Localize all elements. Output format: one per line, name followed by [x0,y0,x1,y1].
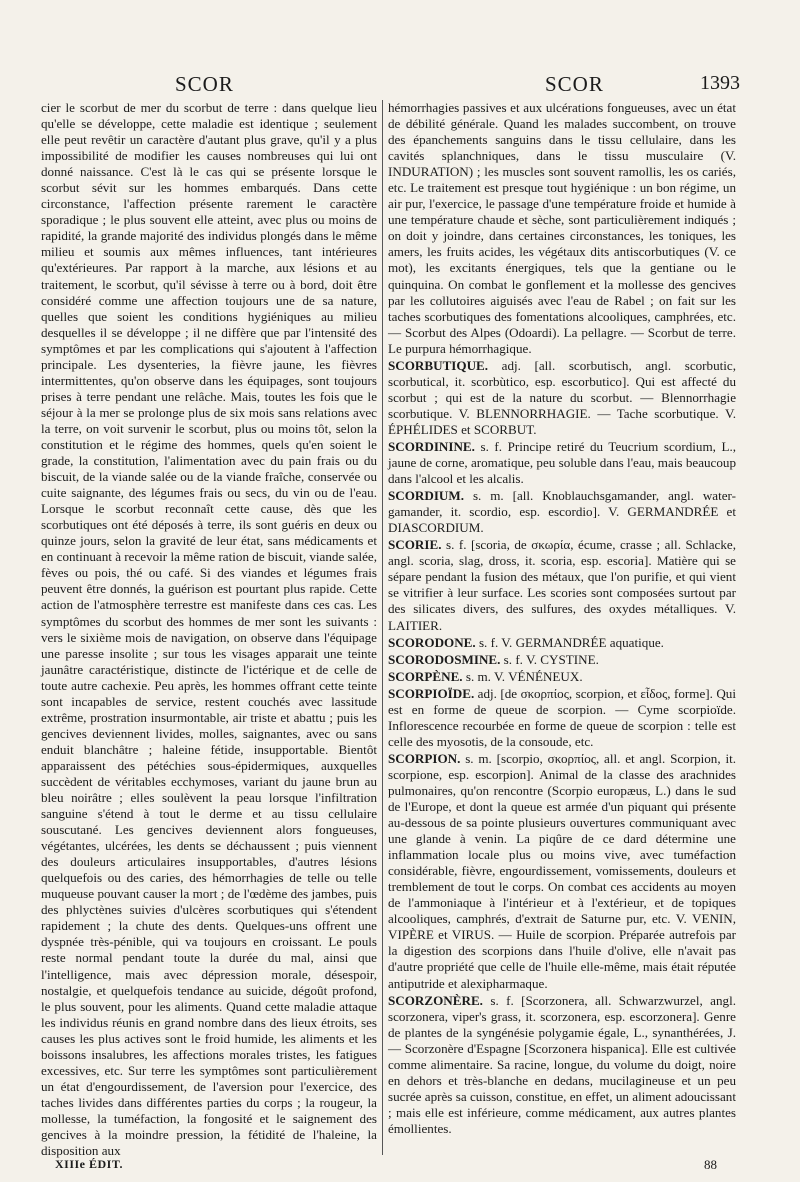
entry-scorie: SCORIE. s. f. [scoria, de σκωρία, écume, crasse ; all. Schlacke, angl. scoria, slag, dross, it. scoria, esp. escoria]. Matière qui se sépare pendant la fusion des métaux, que l'on purifie, et qui vient se vitrifier à leur surface. Les scories sont composées surtout par des silicates divers, des sulfures, des oxydes métalliques. V. LAITIER. [388,537,736,633]
entry-scorbutique: SCORBUTIQUE. adj. [all. scorbutisch, angl. scorbutic, scorbutical, it. scorbùtico, esp. escorbutico]. Qui est affecté du scorbut ; qui est de la nature du scorbut. — Blennorrhagie scorbutique. V. BLENNORRHAGIE. — Tache scorbutique. V. ÉPHÉLIDES et SCORBUT. [388,357,736,437]
page-number: 1393 [700,72,740,94]
page-header [0,72,800,98]
paragraph: hémorrhagies passives et aux ulcérations fongueuses, avec un état de débilité générale. Quand les malades succombent, on trouve des épanchements sanguins dans le tissu cellulaire, dans les cavités splanchniques, dans le tissu musculaire (V. INDURATION) ; les muscles sont souvent ramollis, les os cariés, etc. Le traitement est presque tout hygiénique : un bon régime, un air pur, l'exercice, le passage d'une température froide et humide à une température chaude et sèche, sont particulièrement indiqués ; on doit y joindre, dans certaines circonstances, les toniques, les amers, les fruits acides, les végétaux dits antiscorbutiques (V. ce mot), les excitants énergiques, tels que la gentiane ou le quinquina. On combat le gonflement et la mollesse des gencives par les collutoires aiguisés avec l'eau de Rabel ; on fait sur les taches scorbutiques des fomentations alcooliques, camphrées, etc. — Scorbut des Alpes (Odoardi). La pellagre. — Scorbut de terre. Le purpura hémorrhagique. [388,100,736,356]
entry-scorzonere: SCORZONÈRE. s. f. [Scorzonera, all. Schwarzwurzel, angl. scorzonera, viper's grass, it. scorzonera, esp. escorzonera]. Genre de plantes de la syngénésie polygamie égale, L., synanthérées, J. — Scorzonère d'Espagne [Scorzonera hispanica]. Elle est cultivée comme alimentaire. Sa racine, longue, du volume du doigt, noire en dehors et très-blanche en dedans, mucilagineuse et un peu sucrée après sa cuisson, constitue, en effet, un aliment adoucissant ; mais elle est inférieure, comme médicament, aux autres plantes émollientes. [388,992,736,1136]
entry-scordinine: SCORDININE. s. f. Principe retiré du Teucrium scordium, L., jaune de corne, aromatique, peu soluble dans l'eau, mais beaucoup dans l'alcool et les alcalis. [388,438,736,487]
entry-scorpioide: SCORPIOÏDE. adj. [de σκορπίος, scorpion, et εἶδος, forme]. Qui est en forme de queue de scorpion. — Cyme scorpioïde. Inflorescence recourbée en forme de queue de scorpion : telle est celle des myosotis, de la consoude, etc. [388,685,736,749]
column-divider [382,100,383,1155]
paragraph: cier le scorbut de mer du scorbut de terre : dans quelque lieu qu'elle se développe, cette maladie est identique ; seulement elle peut revêtir un caractère d'autant plus grave, qu'il y a plus impossibilité de modifier les causes nombreuses qui lui ont donné naissance. C'est là le cas qui se présente lorsque le scorbut sévit sur les hommes embarqués. Dans cette circonstance, l'affection présente rarement le caractère sporadique ; le plus souvent elle atteint, avec plus ou moins de rapidité, la grande majorité des individus plongés dans le même milieu et soumis aux mêmes influences, tant intérieures qu'extérieures. Par rapport à la marche, aux lésions et au traitement, le scorbut, qu'il sévisse à terre ou à bord, doit être considéré comme une affection toujours une de sa nature, quelles que soient les conditions hygiéniques au milieu desquelles il se développe ; il ne diffère que par l'intensité des symptômes et par les complications qui s'ajoutent à l'affection principale. Les dysenteries, la fièvre jaune, les fièvres intermittentes, qu'on observe dans les équipages, sont toujours prises à terre pendant une relâche. Mais, toutes les fois que le séjour à la mer se prolonge plus de six mois sans relations avec la terre, on voit survenir le scorbut, plus ou moins tôt, selon la constitution et le régime des hommes, quels qu'en soient le grade, la constitution, l'alimentation avec du pain frais ou du biscuit, de la viande salée ou de la viande fraîche, conservée ou cuite saignante, des légumes frais ou secs, du vin ou de l'eau. Lorsque le scorbut reconnaît cette cause, dès que les scorbutiques ont été déposés à terre, ils sont guéris en deux ou quinze jours, selon la gravité de leur état, sans médicaments et en continuant à recevoir la même ration de biscuit, viande salée, fèves ou pois, thé ou café. Si des viandes et légumes frais peuvent être donnés, la guérison est pourtant plus rapide. Cette action de l'atmosphère terrestre est manifeste dans ces cas. Les symptômes du scorbut des hommes de mer sont les suivants : vers le sixième mois de navigation, on observe dans l'équipage une paresse insolite ; sur tous les visages apparait une teinte jaunâtre caractéristique, distincte de l'ictérique et de celle de toute autre cachexie. Peu après, les hommes offrant cette teinte sont incapables de service, restent couchés avec lassitude extrême, prostration insurmontable, air triste et abattu ; puis les gencives deviennent livides, molles, saignantes, avec ou sans enduit blanchâtre ; haleine fétide, insupportable. Bientôt apparaissent des pétéchies sous-épidermiques, auxquelles succèdent de véritables ecchymoses, variant du jaune brun au bleu noirâtre ; elles soulèvent la peau lorsque l'infiltration sanguine s'étend à tout le derme et au tissu cellulaire souscutané. Les gencives deviennent alors fongueuses, végétantes, ulcérées, les dents se déchaussent ; puis viennent des douleurs articulaires insupportables, d'autres lésions quelquefois ou des caries, des hémorrhagies de telle ou telle muqueuse pouvant causer la mort ; de l'œdème des jambes, puis des phlyctènes suivies d'ulcères scorbutiques qui s'étendent rapidement ; la chute des dents. Quelques-uns offrent une dyspnée très-pénible, qui va toujours en croissant. Le pouls reste normal pendant toute la durée du mal, ainsi que l'intelligence, mais avec dépression morale, désespoir, nostalgie, et quelquefois tendance au suicide, dégoût profond, le plus souvent, pour les aliments. Quand cette maladie attaque les individus réunis en grand nombre dans des lieux étroits, ses causes les plus actives sont le froid humide, les aliments et les boissons insalubres, les affections morales tristes, les fatigues excessives, etc. Sur terre les symptômes sont particulièrement un état d'engourdissement, de l'aversion pour l'exercice, des taches livides dans différentes parties du corps ; la rougeur, la mollesse, la tuméfaction, la fongosité et le saignement des gencives à la moindre pression, la fétidité de l'haleine, la disposition aux [41,100,377,1159]
signature-mark: 88 [704,1157,717,1172]
running-headword-right: SCOR [545,72,604,96]
entry-scorpion: SCORPION. s. m. [scorpio, σκορπίος, all. et angl. Scorpion, it. scorpione, esp. escorpion]. Animal de la classe des arachnides pulmonaires, qu'on rencontre (Scorpio europæus, L.) dans le sud de l'Europe, et dont la queue est armée d'un piquant qui présente au-dessous de sa pointe plusieurs ouvertures communiquant avec une glande à venin. La piqûre de ce dard détermine une inflammation locale plus ou moins vive, avec tuméfaction considérable, fièvre, engourdissement, vomissements, douleurs et tremblement de tout le corps. On combat ces accidents au moyen de l'ammoniaque à l'intérieur et à l'extérieur, et de topiques alcooliques, camphrés, d'extrait de Saturne pur, etc. V. VENIN, VIPÈRE et VIRUS. — Huile de scorpion. Préparée autrefois par la digestion des scorpions dans l'huile d'olive, elle n'avait pas d'autre propriété que celle de l'huile elle-même, mais était réputée antiputride et alexipharmaque. [388,750,736,991]
running-headword-left: SCOR [175,72,234,96]
entry-scorodone: SCORODONE. s. f. V. GERMANDRÉE aquatique. [388,634,664,650]
entry-scorpene: SCORPÈNE. s. m. V. VÉNÉNEUX. [388,668,583,684]
right-column [388,100,736,1137]
left-column [41,100,377,1159]
edition-mark: XIIIe ÉDIT. [55,1157,123,1171]
entry-scorodosmine: SCORODOSMINE. s. f. V. CYSTINE. [388,651,599,667]
entry-scordium: SCORDIUM. s. m. [all. Knoblauchsgamander, angl. water-gamander, it. scordio, esp. escordio]. V. GERMANDRÉE et DIASCORDIUM. [388,488,736,536]
